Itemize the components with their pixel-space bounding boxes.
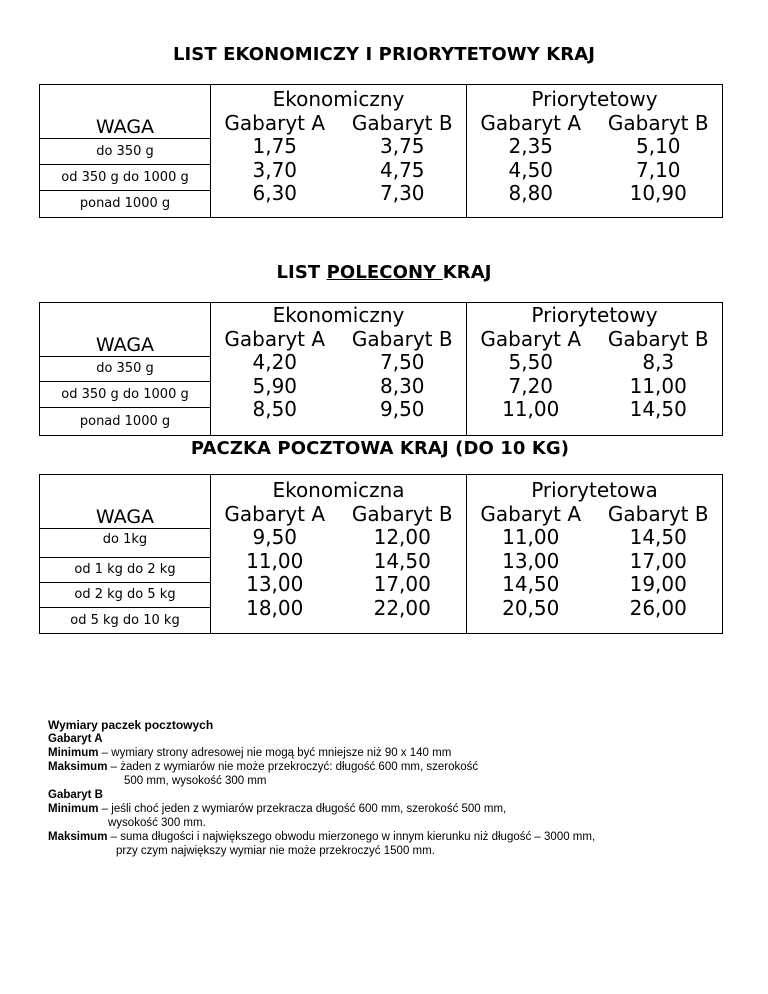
value-cell: 7,30 [379, 181, 425, 205]
row-label: od 350 g do 1000 g [61, 386, 189, 402]
row-label: od 350 g do 1000 g [61, 169, 189, 185]
ekonomiczna-column [211, 475, 467, 634]
section1-table [39, 84, 723, 218]
value-cell: 11,00 [502, 525, 560, 549]
waga-label: WAGA [95, 334, 155, 356]
value-cell: 9,50 [379, 397, 425, 421]
row-label: ponad 1000 g [79, 413, 171, 429]
waga-label: WAGA [95, 506, 155, 528]
gabaryt-b-header: Gabaryt B [351, 110, 453, 135]
row-label: od 5 kg do 10 kg [70, 612, 180, 628]
value-cell: 5,50 [508, 350, 554, 374]
gabaryt-a-header: Gabaryt A [480, 110, 582, 135]
value-cell: 11,00 [629, 373, 687, 398]
gabaryt-b-maksimum-cont: przy czym największy wymiar nie może przekroczyć 1500 mm. [116, 845, 435, 857]
value-cell: 2,35 [508, 134, 554, 158]
group-priorytetowa: Priorytetowa [531, 478, 658, 502]
gabaryt-b-header: Gabaryt B [607, 110, 709, 135]
value-cell: 22,00 [373, 595, 431, 620]
value-cell: 4,20 [252, 350, 298, 374]
value-cell: 13,00 [246, 572, 304, 596]
value-cell: 14,50 [502, 572, 560, 596]
row-label: od 2 kg do 5 kg [74, 587, 176, 602]
waga-header [40, 303, 211, 357]
value-cell: 8,30 [379, 373, 425, 398]
value-cell: 7,20 [508, 373, 554, 398]
row-label: do 1kg [102, 532, 148, 547]
value-cell: 8,3 [642, 350, 675, 374]
group-ekonomiczny: Ekonomiczny [272, 87, 405, 111]
row-label-cell [40, 357, 211, 382]
notes-gabaryt-a: Gabaryt A [48, 733, 103, 745]
value-cell: 13,00 [502, 548, 560, 573]
ekonomiczny-column [211, 85, 467, 218]
value-cell: 7,50 [379, 350, 425, 374]
value-cell: 14,50 [629, 397, 687, 421]
row-label: do 350 g [96, 143, 154, 159]
section3-title: PACZKA POCZTOWA KRAJ (DO 10 KG) [190, 438, 570, 459]
value-cell: 1,75 [252, 134, 298, 158]
value-cell: 5,90 [252, 373, 298, 398]
ekonomiczny-column [211, 303, 467, 436]
gabaryt-a-minimum: Minimum – wymiary strony adresowej nie mogą być mniejsze niż 90 x 140 mm [48, 747, 452, 759]
value-cell: 8,50 [252, 397, 298, 421]
gabaryt-a-maksimum: Maksimum – żaden z wymiarów nie może przekroczyć: długość 600 mm, szerokość [48, 761, 479, 773]
priorytetowa-column [467, 475, 723, 634]
row-label-cell [40, 558, 211, 583]
gabaryt-b-header: Gabaryt B [351, 501, 453, 526]
gabaryt-a-header: Gabaryt A [224, 501, 326, 526]
waga-header [40, 85, 211, 139]
value-cell: 4,50 [508, 157, 554, 182]
value-cell: 14,50 [629, 525, 687, 549]
row-label-cell [40, 583, 211, 608]
priorytetowy-column [467, 85, 723, 218]
row-label-cell [40, 608, 211, 634]
section2-table [39, 302, 723, 436]
value-cell: 3,75 [379, 134, 425, 158]
polecony-underlined: POLECONY [326, 262, 443, 283]
value-cell: 3,70 [252, 157, 298, 182]
value-cell: 14,50 [373, 548, 431, 573]
value-cell: 17,00 [373, 572, 431, 596]
gabaryt-b-minimum: Minimum – jeśli choć jeden z wymiarów przekracza długość 600 mm, szerokość 500 mm, [48, 803, 507, 815]
waga-header [40, 475, 211, 529]
gabaryt-a-header: Gabaryt A [480, 326, 582, 351]
notes-heading: Wymiary paczek pocztowych [48, 718, 214, 732]
group-priorytetowy: Priorytetowy [531, 87, 658, 111]
gabaryt-b-header: Gabaryt B [607, 501, 709, 526]
row-label-cell [40, 382, 211, 408]
group-ekonomiczny: Ekonomiczny [272, 303, 405, 327]
section2-title: LIST POLECONY KRAJ [276, 262, 492, 283]
value-cell: 17,00 [629, 548, 687, 573]
value-cell: 10,90 [629, 181, 687, 205]
value-cell: 8,80 [508, 181, 554, 205]
waga-label: WAGA [95, 116, 155, 138]
notes-gabaryt-b: Gabaryt B [48, 789, 103, 801]
row-label-cell [40, 139, 211, 165]
row-label-cell [40, 529, 211, 558]
value-cell: 7,10 [635, 157, 681, 182]
row-label: ponad 1000 g [79, 196, 171, 211]
gabaryt-a-header: Gabaryt A [224, 326, 326, 351]
section3-table [39, 474, 723, 634]
row-label-cell [40, 408, 211, 436]
group-priorytetowy: Priorytetowy [531, 303, 658, 327]
gabaryt-b-header: Gabaryt B [607, 326, 709, 351]
value-cell: 9,50 [252, 525, 298, 549]
gabaryt-b-header: Gabaryt B [351, 326, 453, 351]
value-cell: 18,00 [246, 595, 304, 620]
gabaryt-a-maksimum-cont: 500 mm, wysokość 300 mm [124, 775, 267, 787]
value-cell: 26,00 [629, 595, 687, 620]
value-cell: 11,00 [246, 548, 304, 573]
value-cell: 4,75 [379, 157, 425, 182]
value-cell: 11,00 [502, 397, 560, 421]
value-cell: 12,00 [373, 525, 431, 549]
dimension-notes [48, 718, 748, 858]
row-label-cell [40, 165, 211, 191]
gabaryt-a-header: Gabaryt A [480, 501, 582, 526]
row-label-cell [40, 191, 211, 218]
group-ekonomiczna: Ekonomiczna [272, 478, 405, 502]
gabaryt-b-minimum-cont: wysokość 300 mm. [108, 817, 206, 829]
section1-title: LIST EKONOMICZY I PRIORYTETOWY KRAJ [172, 44, 596, 65]
value-cell: 19,00 [629, 572, 687, 596]
row-label: do 350 g [96, 361, 154, 376]
value-cell: 20,50 [502, 595, 560, 620]
gabaryt-b-maksimum: Maksimum – suma długości i największego obwodu mierzonego w innym kierunku niż długość – 3000 mm, [48, 831, 596, 843]
row-label: od 1 kg do 2 kg [74, 562, 176, 577]
value-cell: 6,30 [252, 181, 298, 205]
value-cell: 5,10 [635, 134, 681, 158]
priorytetowy-column [467, 303, 723, 436]
gabaryt-a-header: Gabaryt A [224, 110, 326, 135]
